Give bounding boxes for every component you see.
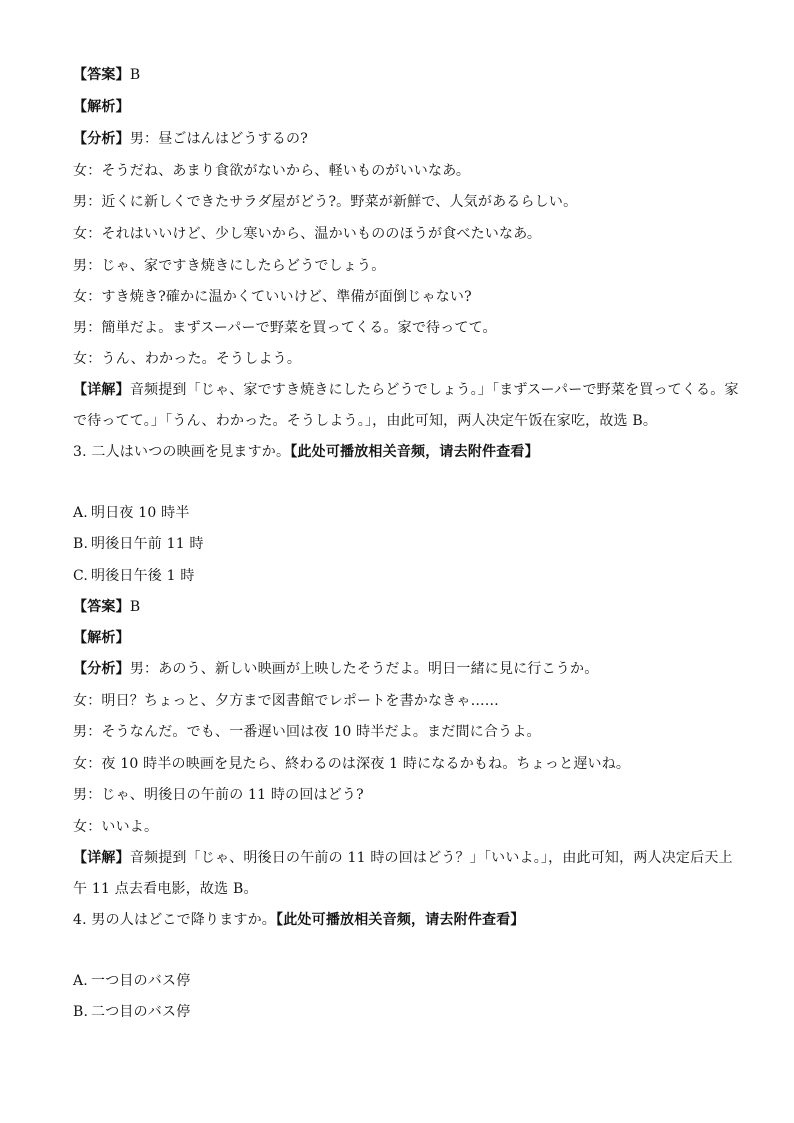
q3-detail-line xyxy=(73,848,744,868)
q4-question xyxy=(73,910,744,930)
option-text: 二つ目のバス停 xyxy=(91,1004,191,1020)
answer-label: 【答案】 xyxy=(73,67,130,83)
bunseki-label: 【分析】 xyxy=(73,661,130,677)
dialogue-line: 男：簡単だよ。まずスーパーで野菜を買ってくる。家で待ってて。 xyxy=(73,320,497,336)
dialogue-line: 男：そうなんだ。でも、一番遅い回は夜 10 時半だよ。まだ間に合うよ。 xyxy=(73,724,541,740)
q2-analysis-label: 【解析】 xyxy=(73,99,130,115)
q3-detail-line-2: 午 11 点去看电影，故选 B。 xyxy=(73,881,258,897)
q2-detail-line xyxy=(73,380,744,400)
bunseki-label: 【分析】 xyxy=(73,131,130,147)
q2-bunseki-line xyxy=(73,129,744,149)
answer-label: 【答案】 xyxy=(73,599,130,615)
option-label: C. xyxy=(73,568,89,584)
option-label: B. xyxy=(73,536,89,552)
dialogue-line: 男：あのう、新しい映画が上映したそうだよ。明日一緒に見に行こうか。 xyxy=(129,661,599,677)
answer-value: B xyxy=(129,599,141,615)
option-label: B. xyxy=(73,1004,89,1020)
dialogue-line: 男：じゃ、明後日の午前の 11 時の回はどう? xyxy=(73,787,364,803)
dialogue-line: 女：そうだね、あまり食欲がないから、軽いものがいいなあ。 xyxy=(73,163,471,179)
audio-note: 【此处可播放相关音频，请去附件查看】 xyxy=(276,912,525,928)
option-label: A. xyxy=(73,505,88,521)
option-label: A. xyxy=(73,973,88,989)
option-b xyxy=(73,1002,744,1022)
q3-analysis-label: 【解析】 xyxy=(73,630,130,646)
question-text: 3. 二人はいつの映画を見ますか。 xyxy=(73,444,291,460)
option-c xyxy=(73,566,744,586)
q3-question xyxy=(73,442,744,462)
option-text: 明後日午前 11 時 xyxy=(91,536,204,552)
dialogue-line: 女：いいよ。 xyxy=(73,819,159,835)
option-a xyxy=(73,971,744,991)
dialogue-line: 男：近くに新しくできたサラダ屋がどう?。野菜が新鮮で、人気があるらしい。 xyxy=(73,194,578,210)
question-text: 4. 男の人はどこで降りますか。 xyxy=(73,912,277,928)
dialogue-line: 男：じゃ、家ですき焼きにしたらどうでしょう。 xyxy=(73,258,386,274)
q2-detail-line-2: で待ってて。」「うん、わかった。そうしよう。」，由此可知，两人决定午饭在家吃，故选 B。 xyxy=(73,413,658,429)
answer-value: B xyxy=(129,67,141,83)
option-a xyxy=(73,503,744,523)
dialogue-line: 女：明日？ちょっと、夕方まで図書館でレポートを書かなきゃ…… xyxy=(73,693,499,709)
option-b xyxy=(73,534,744,554)
dialogue-line: 女：それはいいけど、少し寒いから、温かいもののほうが食べたいなあ。 xyxy=(73,226,542,242)
dialogue-line: 女：夜 10 時半の映画を見たら、終わるのは深夜 1 時になるかもね。ちょっと遅いね。 xyxy=(73,756,631,772)
detail-label: 【详解】 xyxy=(73,850,130,866)
q3-answer-line xyxy=(73,597,744,617)
audio-note: 【此处可播放相关音频，请去附件查看】 xyxy=(290,444,539,460)
dialogue-line: 男：昼ごはんはどうするの? xyxy=(129,131,308,147)
detail-text: 音频提到「じゃ、明後日の午前の 11 時の回はどう？」「いいよ。」，由此可知，两人决定后天上 xyxy=(129,850,733,866)
dialogue-line: 女：すき焼き?確かに温かくていいけど、準備が面倒じゃない? xyxy=(73,289,472,305)
detail-text: 音频提到「じゃ、家ですき焼きにしたらどうでしょう。」「まずスーパーで野菜を買ってくる。家 xyxy=(129,382,739,398)
dialogue-line: 女：うん、わかった。そうしよう。 xyxy=(73,351,302,367)
option-text: 明後日午後 1 時 xyxy=(91,568,195,584)
option-text: 一つ目のバス停 xyxy=(91,973,191,989)
option-text: 明日夜 10 時半 xyxy=(91,505,190,521)
q2-answer-line xyxy=(73,65,744,85)
q3-bunseki-line xyxy=(73,659,744,679)
detail-label: 【详解】 xyxy=(73,382,130,398)
